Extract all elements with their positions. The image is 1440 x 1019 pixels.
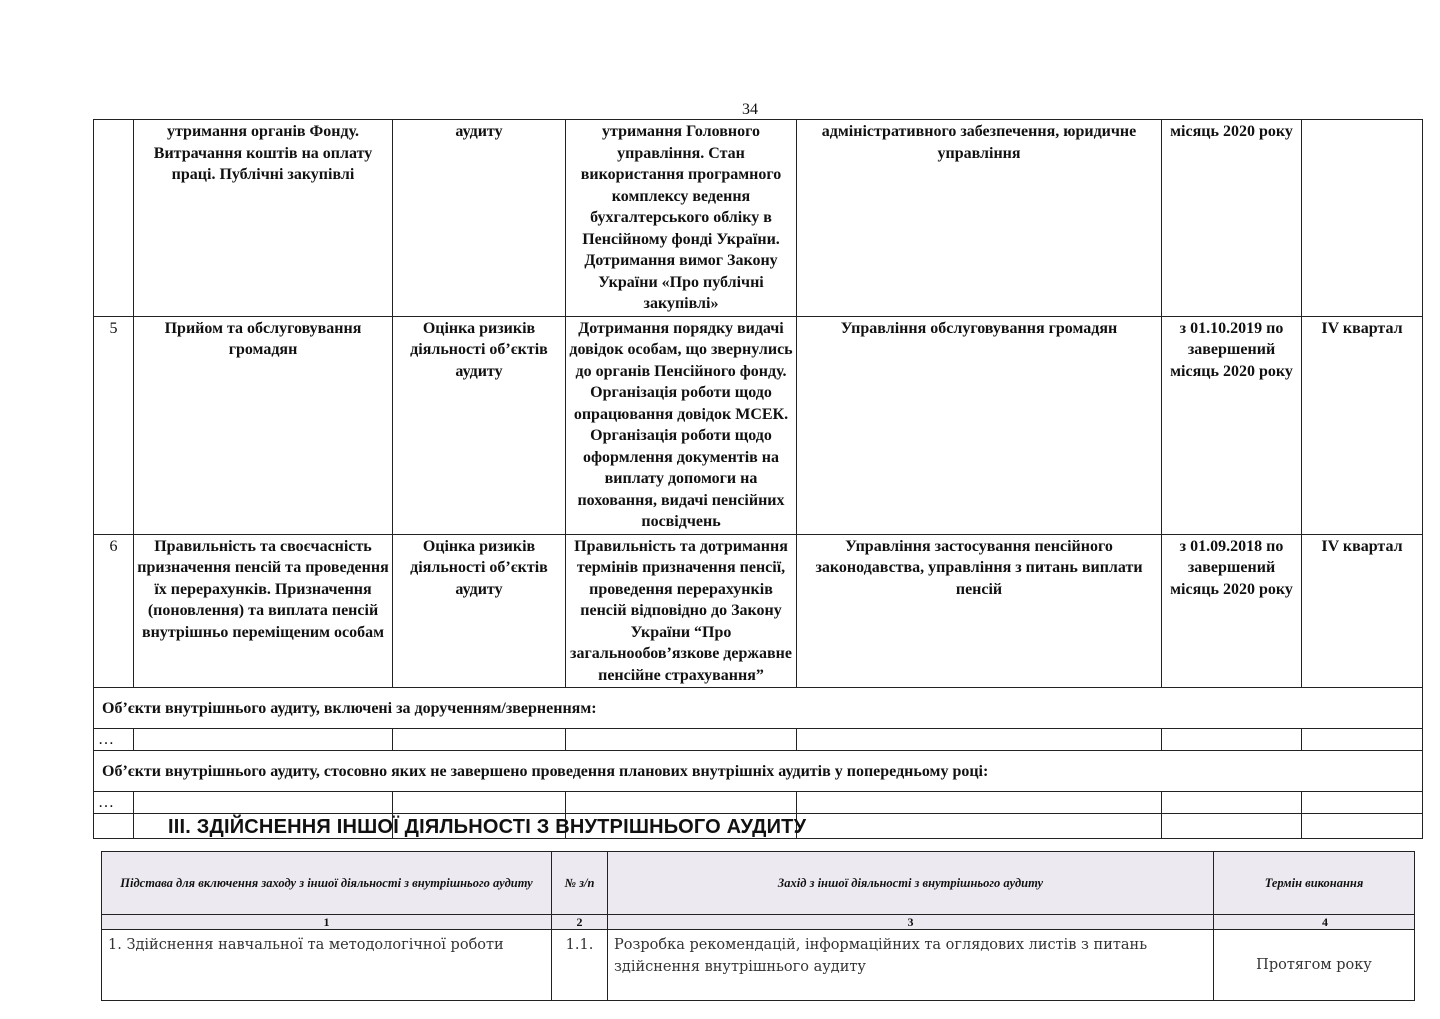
column-number: 2 — [552, 915, 608, 930]
responsible-unit: Управління застосування пенсійного законодавства, управління з питань виплати пенсій — [797, 534, 1162, 688]
column-number: 4 — [1214, 915, 1415, 930]
activity-description: Розробка рекомендацій, інформаційних та оглядових листів з питань здійснення внутрішнього аудиту — [608, 930, 1214, 1001]
section-header-assigned — [94, 688, 1423, 729]
audit-object: утримання органів Фонду. Витрачання коштів на оплату праці. Публічні закупівлі — [134, 120, 393, 317]
section-header-unfinished — [94, 751, 1423, 792]
audit-term — [1302, 120, 1423, 317]
audit-period: з 01.10.2019 по завершений місяць 2020 року — [1162, 316, 1302, 534]
table-row — [102, 930, 1415, 1001]
audit-basis: аудиту — [393, 120, 566, 317]
audit-period: місяць 2020 року — [1162, 120, 1302, 317]
activity-basis: 1. Здійснення навчальної та методологічної роботи — [102, 930, 552, 1001]
header-activity: Захід з іншої діяльності з внутрішнього аудиту — [608, 852, 1214, 915]
section-assigned-label: Об’єкти внутрішнього аудиту, включені за дорученням/зверненням: — [94, 688, 1423, 729]
header-number: № з/п — [552, 852, 608, 915]
column-number: 3 — [608, 915, 1214, 930]
other-activity-table — [101, 851, 1415, 1001]
audit-object: Прийом та обслуговування громадян — [134, 316, 393, 534]
table-row — [94, 534, 1423, 688]
table-row — [94, 728, 1423, 751]
column-number-row — [102, 915, 1415, 930]
responsible-unit: Управління обслуговування громадян — [797, 316, 1162, 534]
audit-plan-table — [93, 119, 1423, 839]
header-term: Термін виконання — [1214, 852, 1415, 915]
audit-subject: утримання Головного управління. Стан використання програмного комплексу ведення бухгалтерського обліку в Пенсійному фонді України. Дотримання вимог Закону України «Про публічні закупівлі» — [566, 120, 797, 317]
audit-term: IV квартал — [1302, 316, 1423, 534]
table-row — [94, 316, 1423, 534]
audit-object: Правильність та своєчасність призначення пенсій та проведення їх перерахунків. Призначення (поновлення) та виплата пенсій внутрішньо переміщеним особам — [134, 534, 393, 688]
audit-basis: Оцінка ризиків діяльності об’єктів аудиту — [393, 534, 566, 688]
audit-period: з 01.09.2018 по завершений місяць 2020 року — [1162, 534, 1302, 688]
audit-term: IV квартал — [1302, 534, 1423, 688]
table-header-row — [102, 852, 1415, 915]
row-index: 5 — [94, 316, 134, 534]
activity-number: 1.1. — [552, 930, 608, 1001]
header-basis: Підстава для включення заходу з іншої діяльності з внутрішнього аудиту — [102, 852, 552, 915]
audit-subject: Дотримання порядку видачі довідок особам, що звернулись до органів Пенсійного фонду. Організація роботи щодо опрацювання довідок МСЕК. Організація роботи щодо оформлення документів на виплату допомоги на поховання, видачі пенсійних посвідчень — [566, 316, 797, 534]
ellipsis-cell: … — [94, 791, 134, 814]
column-number: 1 — [102, 915, 552, 930]
activity-term: Протягом року — [1214, 930, 1415, 1001]
audit-basis: Оцінка ризиків діяльності об’єктів аудиту — [393, 316, 566, 534]
audit-subject: Правильність та дотримання термінів призначення пенсії, проведення перерахунків пенсій відповідно до Закону України “Про загальнообов’язкове державне пенсійне страхування” — [566, 534, 797, 688]
responsible-unit: адміністративного забезпечення, юридичне управління — [797, 120, 1162, 317]
row-index: 6 — [94, 534, 134, 688]
table-row — [94, 791, 1423, 814]
section-title: ІІІ. ЗДІЙСНЕННЯ ІНШОЇ ДІЯЛЬНОСТІ З ВНУТРІШНЬОГО АУДИТУ — [168, 816, 807, 838]
section-unfinished-label: Об’єкти внутрішнього аудиту, стосовно яких не завершено проведення планових внутрішніх аудитів у попередньому році: — [94, 751, 1423, 792]
ellipsis-cell: … — [94, 728, 134, 751]
row-index — [94, 120, 134, 317]
page-number: 34 — [742, 101, 758, 118]
table-row — [94, 120, 1423, 317]
